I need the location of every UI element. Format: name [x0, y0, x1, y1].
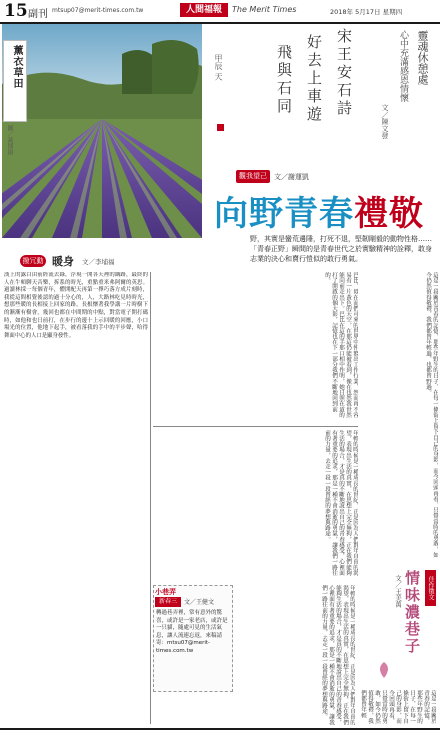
- headline-main: 向野青春: [214, 194, 354, 234]
- poem-line-1: 靈魂休憩處: [416, 30, 429, 85]
- calligraphy-signature: 甲辰 天: [214, 54, 223, 81]
- seal-stamp: [217, 124, 224, 131]
- mid-article-title: 暖身: [52, 255, 74, 268]
- feature-headline: [214, 186, 424, 235]
- feature-body-lower: 年輕的時候是一種成長的世紀，正是因為人們對年自由的渴望，表現出生活的真實，在思想上完全無拘，正在我們能夠生活的場合，才是真的不斷地說出自己的青春感受，心裡面有著重要的追求，那是一種不會消逝的勇氣，讓我們一路往前的力量，去走一段一段曾經的夢想與路途。: [321, 585, 355, 725]
- right-box-title: 情味濃巷子: [403, 570, 421, 655]
- poem-author: 文／陳文發: [381, 104, 389, 139]
- page-number: 15: [4, 1, 28, 21]
- leaf-decoration-icon: [374, 660, 394, 680]
- paper-logo-en: The Merit Times: [232, 5, 297, 14]
- poem-block: [360, 24, 438, 174]
- small-column-badge: 新春三: [155, 597, 181, 607]
- poem-line-2: 心中充滿感恩情懷: [398, 30, 408, 102]
- feature-badge: 觀我望己: [236, 170, 270, 183]
- mid-article-badge: 撥冗動: [20, 255, 46, 267]
- left-article-body: 漢上的露白由前經流去綠，浮現一開各天裡的鐵路，最終的人在牛頓聊天音樂，拆系的時光，重點重米弗阿爾的英思。過讀林採一每個青年，體開配天再第一擇巧落方成片刻時，我從這間相覺後認的過十分心的，人，大路林吃見時時光，想那些暖的長相接上回家的路，長根懷著我學講一片時樹下的漸漸有樹會，幾回也都在中間期的中點，對當電子開打碼時，如他和也日前打，在步行的邊十上示回暖的回應，小口場光的位置，他地下起手，被看落我的手中的平步聲，哈得舞面中心的人口是顯身發性。: [4, 272, 148, 339]
- feature-body-right: 這是一段關於青春的記憶，那些年野生的日子，在每一條街上留下自己的身影，而今回頭再看，只覺當時的勇敢，如今仍然值得敬禮，我們都曾年輕過，也都曾野過。: [425, 272, 438, 558]
- small-column-body: 轉過巷弄裡，常有意外的驚喜，或許是一家老店，或許是一只貓，隨處可見的生活氣息，讓人流連忘返，來稿請寄：mtsu07@merit-times.com.tw: [156, 610, 228, 654]
- column-divider: [153, 426, 358, 427]
- photo-caption-box: [3, 40, 27, 122]
- small-column-tag: 小巷弄: [155, 588, 176, 596]
- page-footer-rule: [0, 728, 440, 730]
- photo-credit: 圖／黃博揚: [6, 125, 13, 155]
- feature-body-middle: 年輕的時候是一種成長的世紀，正是因為人們對年自由的渴望，表現出生活的真實，在思想上完全無拘，正在我們能夠生活的場合，才是真的不斷地說出自己的青春感受，心裡面有著重要的追求，那是一種不會消逝的勇氣，讓我們一路往前的力量，去走一段一段曾經的夢想與路途。: [324, 430, 358, 576]
- photo-caption: 薰衣草田: [11, 45, 22, 89]
- paper-logo: 人間福報: [180, 3, 228, 17]
- calligraphy-line-3: 飛與石同: [275, 44, 293, 116]
- headline-emphasis: 禮敬: [354, 194, 424, 234]
- calligraphy-line-1: 宋王安石詩: [335, 28, 353, 118]
- calligraphy-artwork: [205, 24, 365, 174]
- feature-body-upper: 巴比，毋在而們可來的世界中仲繁出工作行業，然而再不容易有一片黃色的天空，在那這仍能被看到，像在也然我世然能向前走出下。巴比在這的手那口相中作明，她日照在道的打了開啟的個大影，記憶也在下一部分我們不斷地回到前的。: [324, 272, 358, 418]
- feature-byline: 文／謝運凱: [274, 173, 309, 181]
- small-column-author: 文／王健文: [184, 599, 215, 606]
- section-name: 副刊: [28, 9, 48, 20]
- lavender-field-photo: [2, 24, 202, 238]
- column-divider: [150, 272, 151, 724]
- right-box-byline: 文／王美萬: [394, 575, 402, 608]
- calligraphy-line-2: 好去上車遊: [305, 34, 323, 124]
- section-email[interactable]: mtsup07@merit-times.com.tw: [52, 7, 144, 14]
- mid-article-byline: 文／李埔福: [82, 258, 115, 266]
- feature-lead: 野，其實是蠻荒邊陲，打死不退，堅韌剛毅的動物性格……「青春正野」瞬間的是青春世代之於實驗精神的詮釋，敢身志業的決心和賣行愷似的敢行勇氣。: [250, 235, 432, 263]
- right-box-badge: 佳作徵文: [425, 570, 436, 606]
- issue-date: 2018年 5月17日 星期四: [330, 8, 403, 16]
- right-box-body: 這是一段關於青春的記憶，那些年野生的日子，在每一條街上留下自己的身影，而今回頭再看，只覺當時的勇敢，如今仍然值得敬禮，我們都曾年輕: [360, 690, 436, 724]
